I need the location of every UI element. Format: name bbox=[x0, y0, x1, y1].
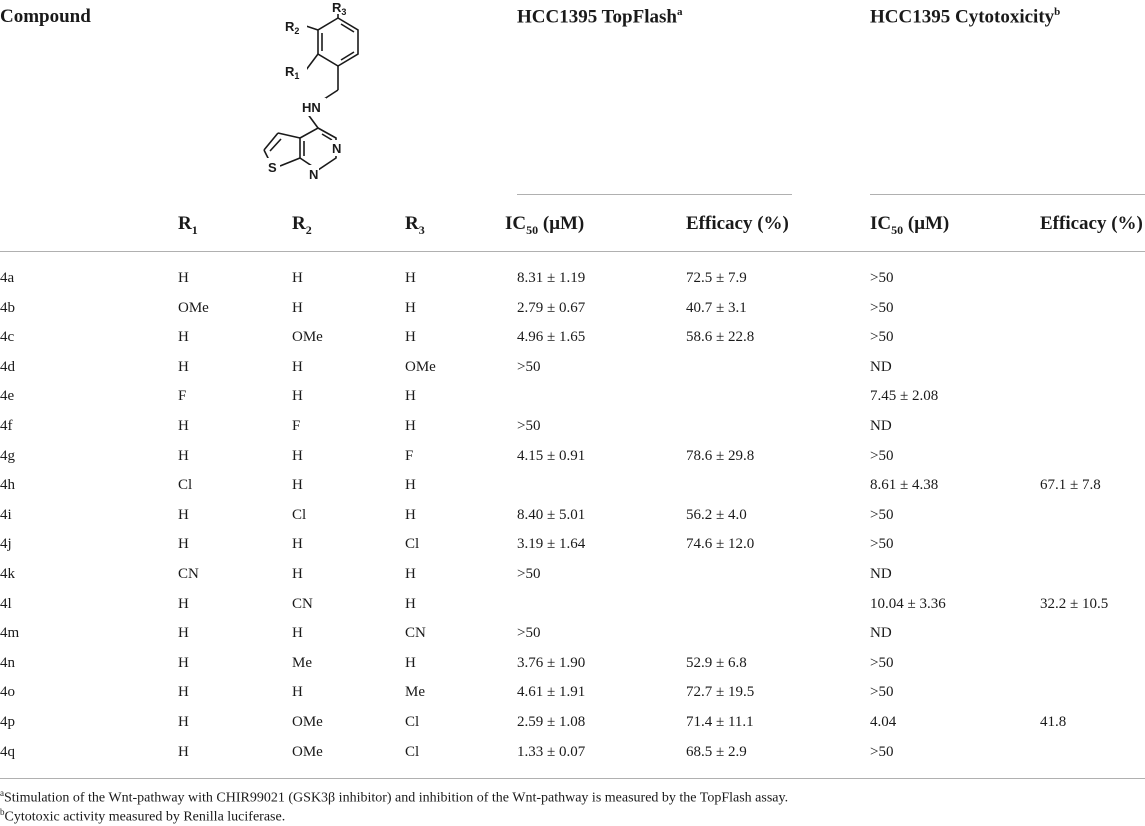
r3-label: $R_3$ bbox=[332, 0, 347, 17]
header-topflash: HCC1395 TopFlash$^a$ bbox=[517, 6, 683, 28]
compound-cell: 4n bbox=[0, 654, 15, 671]
r2-cell: H bbox=[292, 566, 303, 582]
r1-cell: H bbox=[178, 506, 189, 523]
r1-cell: H bbox=[178, 625, 189, 642]
compound-cell: 4l bbox=[0, 595, 12, 612]
r1-cell: H bbox=[178, 743, 189, 760]
ic50-cytotox-cell: >50 bbox=[870, 743, 894, 760]
r1-cell: H bbox=[178, 595, 189, 612]
subheader-ic50-topflash: $IC_{50}$ (μM) bbox=[505, 213, 585, 237]
r3-cell: CN bbox=[405, 625, 426, 642]
ic50-cytotox-cell: >50 bbox=[870, 447, 894, 464]
compound-cell: 4p bbox=[0, 714, 15, 730]
ic50-cytotox-cell: ND bbox=[870, 566, 892, 582]
efficacy-cytotox-cell: 67.1 ± 7.8 bbox=[1040, 477, 1101, 494]
r1-cell: H bbox=[178, 358, 189, 375]
r2-label: $R_2$ bbox=[285, 19, 300, 36]
r3-cell: H bbox=[405, 566, 416, 582]
compound-cell: 4c bbox=[0, 329, 15, 346]
r1-cell: F bbox=[178, 388, 187, 405]
ic50-topflash-cell: 8.40 ± 5.01 bbox=[517, 506, 586, 523]
r2-cell: OMe bbox=[292, 329, 323, 346]
r3-cell: OMe bbox=[405, 358, 436, 375]
ic50-topflash-cell: 2.59 ± 1.08 bbox=[517, 714, 586, 730]
ic50-topflash-cell: 2.79 ± 0.67 bbox=[517, 299, 586, 316]
ic50-topflash-cell: >50 bbox=[517, 625, 541, 642]
subheader-efficacy-cytotox: Efficacy (%) bbox=[1040, 213, 1143, 234]
r2-cell: OMe bbox=[292, 714, 323, 730]
n2-label: N bbox=[309, 167, 319, 182]
ic50-topflash-cell: 3.76 ± 1.90 bbox=[517, 654, 586, 671]
r1-cell: H bbox=[178, 329, 189, 346]
ic50-topflash-cell: 4.15 ± 0.91 bbox=[517, 447, 586, 464]
r1-cell: H bbox=[178, 684, 189, 701]
r2-cell: H bbox=[292, 388, 303, 405]
ic50-cytotox-cell: >50 bbox=[870, 299, 894, 316]
r1-cell: H bbox=[178, 714, 189, 730]
r3-cell: H bbox=[405, 299, 416, 316]
header-rule bbox=[0, 251, 1145, 252]
footnote-a: $^a$Stimulation of the Wnt-pathway with CHIR99021 (GSK3β inhibitor) and inhibition of the Wnt-pathway is measured by the TopFlash assay. bbox=[0, 788, 789, 806]
compound-cell: 4a bbox=[0, 270, 15, 286]
r1-cell: OMe bbox=[178, 299, 209, 316]
r1-cell: Cl bbox=[178, 477, 193, 494]
compound-cell: 4f bbox=[0, 418, 13, 434]
r2-cell: H bbox=[292, 358, 303, 375]
efficacy-topflash-cell: 74.6 ± 12.0 bbox=[686, 536, 755, 553]
ic50-cytotox-cell: >50 bbox=[870, 654, 894, 671]
nh-label: HN bbox=[302, 100, 321, 115]
compound-cell: 4o bbox=[0, 684, 15, 701]
r3-cell: H bbox=[405, 477, 416, 494]
ic50-cytotox-cell: >50 bbox=[870, 270, 894, 286]
ic50-topflash-cell: 1.33 ± 0.07 bbox=[517, 743, 586, 760]
ic50-topflash-cell: 4.61 ± 1.91 bbox=[517, 684, 586, 701]
r2-cell: H bbox=[292, 536, 303, 553]
subheader-r2: $R_2$ bbox=[292, 213, 312, 237]
compound-cell: 4k bbox=[0, 566, 15, 582]
r2-cell: H bbox=[292, 625, 303, 642]
r3-cell: H bbox=[405, 329, 416, 346]
subheader-r3: $R_3$ bbox=[405, 213, 425, 237]
r2-cell: Me bbox=[292, 654, 312, 671]
ic50-topflash-cell: 8.31 ± 1.19 bbox=[517, 270, 586, 286]
ic50-cytotox-cell: >50 bbox=[870, 684, 894, 701]
r3-cell: F bbox=[405, 447, 414, 464]
ic50-cytotox-cell: 8.61 ± 4.38 bbox=[870, 477, 939, 494]
compound-cell: 4j bbox=[0, 536, 12, 553]
r1-cell: H bbox=[178, 447, 189, 464]
efficacy-topflash-cell: 58.6 ± 22.8 bbox=[686, 329, 755, 346]
ic50-topflash-cell: >50 bbox=[517, 566, 541, 582]
r1-cell: H bbox=[178, 270, 189, 286]
r3-cell: H bbox=[405, 418, 416, 434]
efficacy-topflash-cell: 72.7 ± 19.5 bbox=[686, 684, 755, 701]
r1-cell: CN bbox=[178, 566, 199, 582]
r1-label: $R_1$ bbox=[285, 64, 300, 81]
r3-cell: Cl bbox=[405, 536, 420, 553]
r3-cell: Cl bbox=[405, 714, 420, 730]
r1-cell: H bbox=[178, 536, 189, 553]
r3-cell: Cl bbox=[405, 743, 420, 760]
efficacy-topflash-cell: 71.4 ± 11.1 bbox=[686, 714, 754, 730]
ic50-cytotox-cell: ND bbox=[870, 418, 892, 434]
subheader-r1: $R_1$ bbox=[178, 213, 198, 237]
r2-cell: F bbox=[292, 418, 301, 434]
compound-cell: 4i bbox=[0, 506, 12, 523]
efficacy-topflash-cell: 40.7 ± 3.1 bbox=[686, 299, 747, 316]
n1-label: N bbox=[332, 141, 342, 156]
header-compound: Compound bbox=[0, 6, 91, 27]
r3-cell: Me bbox=[405, 684, 425, 701]
subheader-efficacy-topflash: Efficacy (%) bbox=[686, 213, 789, 234]
r1-cell: H bbox=[178, 418, 189, 434]
compound-cell: 4d bbox=[0, 358, 15, 375]
compound-cell: 4e bbox=[0, 388, 15, 405]
cytotox-group-rule bbox=[870, 194, 1145, 195]
ic50-cytotox-cell: 7.45 ± 2.08 bbox=[870, 388, 939, 405]
ic50-cytotox-cell: >50 bbox=[870, 506, 894, 523]
compound-cell: 4q bbox=[0, 743, 15, 760]
ic50-cytotox-cell: ND bbox=[870, 625, 892, 642]
ic50-cytotox-cell: ND bbox=[870, 358, 892, 375]
efficacy-cytotox-cell: 41.8 bbox=[1040, 714, 1067, 730]
efficacy-topflash-cell: 72.5 ± 7.9 bbox=[686, 270, 747, 286]
ic50-cytotox-cell: 4.04 bbox=[870, 714, 897, 730]
chemical-structure bbox=[245, 0, 365, 190]
r3-cell: H bbox=[405, 270, 416, 286]
ic50-cytotox-cell: >50 bbox=[870, 329, 894, 346]
r2-cell: H bbox=[292, 684, 303, 701]
r2-cell: H bbox=[292, 447, 303, 464]
efficacy-cytotox-cell: 32.2 ± 10.5 bbox=[1040, 595, 1109, 612]
compound-cell: 4b bbox=[0, 299, 15, 316]
compound-cell: 4h bbox=[0, 477, 15, 494]
header-cytotoxicity: HCC1395 Cytotoxicity$^b$ bbox=[870, 6, 1061, 28]
r2-cell: H bbox=[292, 299, 303, 316]
r3-cell: H bbox=[405, 388, 416, 405]
subheader-ic50-cytotox: $IC_{50}$ (μM) bbox=[870, 213, 950, 237]
ic50-cytotox-cell: >50 bbox=[870, 536, 894, 553]
ic50-topflash-cell: 3.19 ± 1.64 bbox=[517, 536, 586, 553]
r2-cell: H bbox=[292, 477, 303, 494]
efficacy-topflash-cell: 78.6 ± 29.8 bbox=[686, 447, 755, 464]
ic50-topflash-cell: >50 bbox=[517, 418, 541, 434]
s-label: S bbox=[268, 160, 277, 175]
efficacy-topflash-cell: 56.2 ± 4.0 bbox=[686, 506, 747, 523]
r2-cell: OMe bbox=[292, 743, 323, 760]
r2-cell: Cl bbox=[292, 506, 307, 523]
r1-cell: H bbox=[178, 654, 189, 671]
efficacy-topflash-cell: 68.5 ± 2.9 bbox=[686, 743, 747, 760]
r2-cell: CN bbox=[292, 595, 313, 612]
compound-cell: 4m bbox=[0, 625, 20, 642]
footnote-b: $^b$Cytotoxic activity measured by Renilla luciferase. bbox=[0, 807, 286, 825]
ic50-cytotox-cell: 10.04 ± 3.36 bbox=[870, 595, 946, 612]
ic50-topflash-cell: >50 bbox=[517, 358, 541, 375]
topflash-group-rule bbox=[517, 194, 792, 195]
r3-cell: H bbox=[405, 506, 416, 523]
efficacy-topflash-cell: 52.9 ± 6.8 bbox=[686, 654, 747, 671]
table-bottom-rule bbox=[0, 778, 1145, 779]
r2-cell: H bbox=[292, 270, 303, 286]
r3-cell: H bbox=[405, 595, 416, 612]
ic50-topflash-cell: 4.96 ± 1.65 bbox=[517, 329, 586, 346]
r3-cell: H bbox=[405, 654, 416, 671]
compound-cell: 4g bbox=[0, 447, 15, 464]
